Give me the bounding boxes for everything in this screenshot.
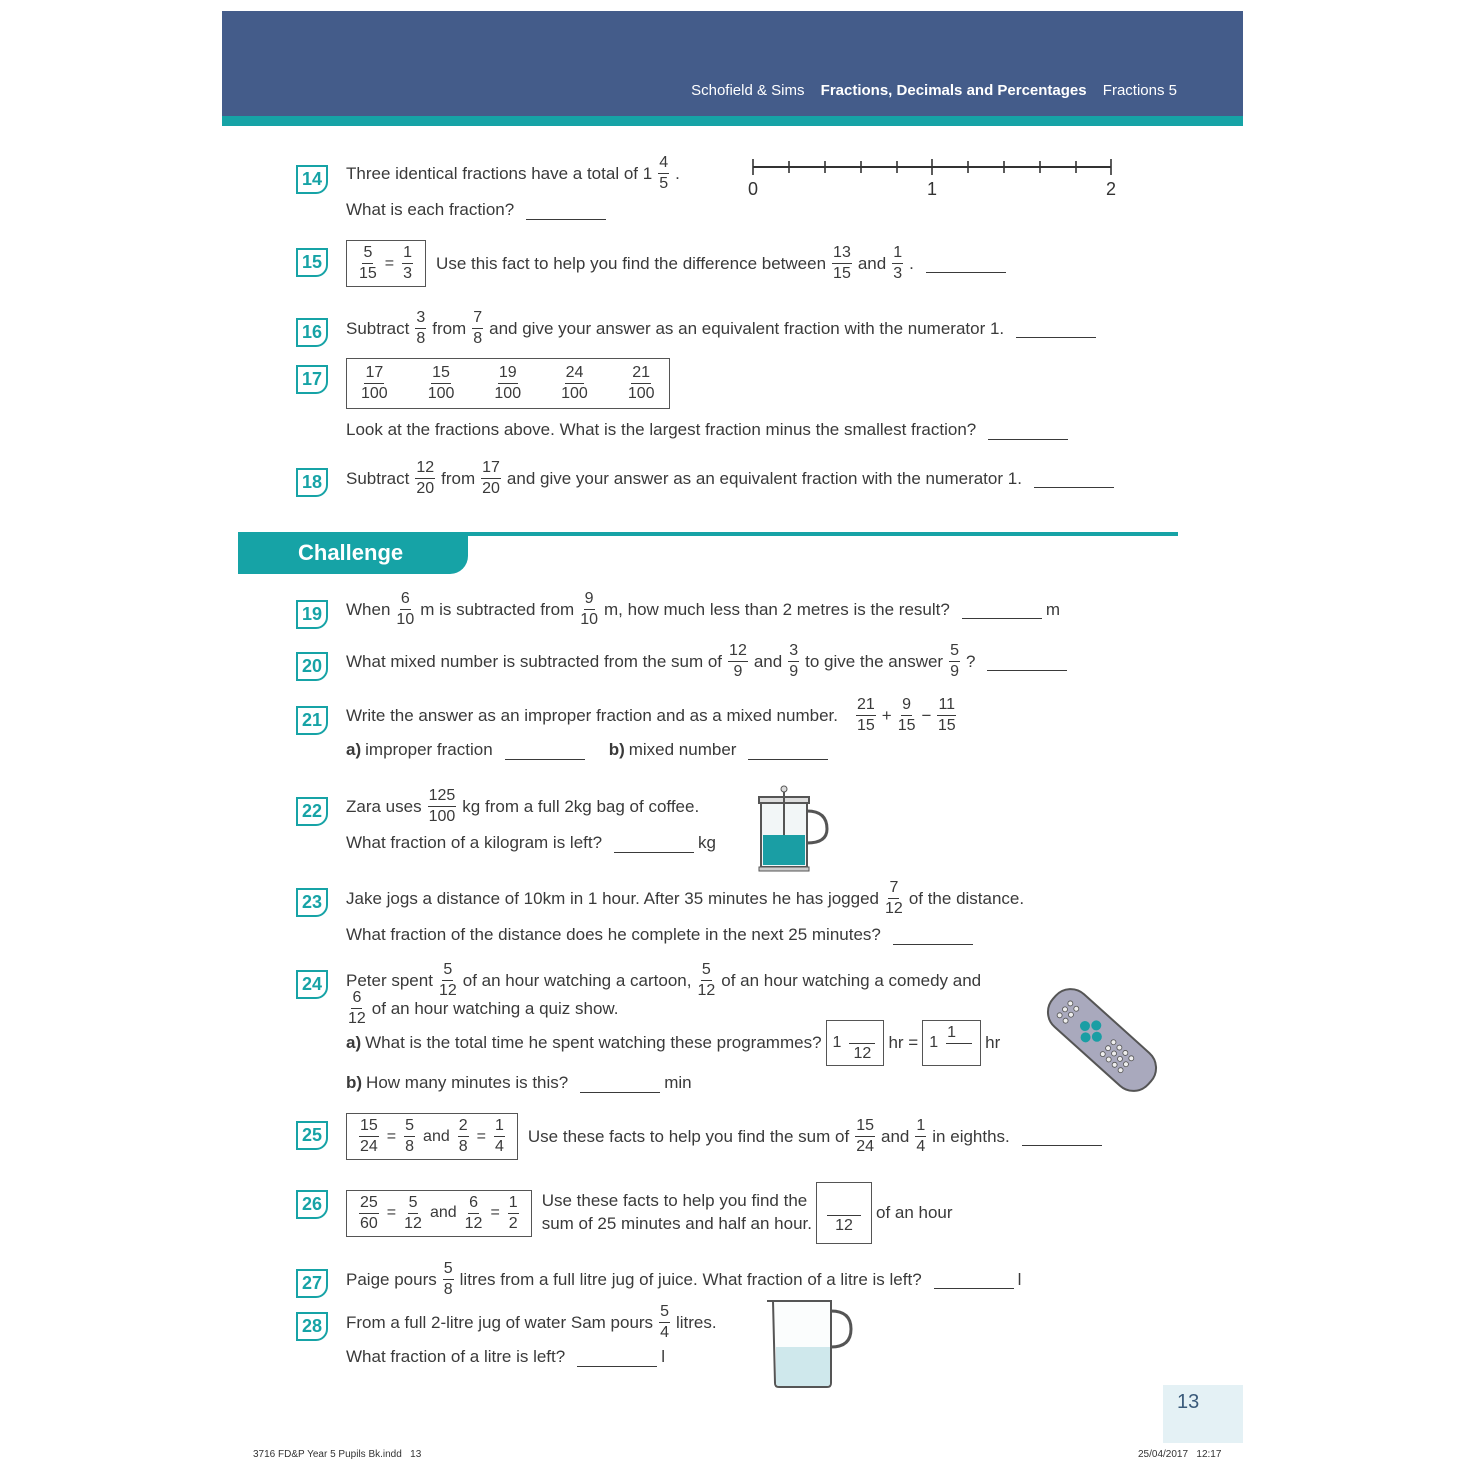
answer-blank[interactable] — [1022, 1127, 1102, 1146]
q15-line: $\frac{5}{15}$ = $\frac{1}{3}$ Use this fact to help you find the difference between $\frac{13}{15}$ and $\frac{1}{3}$ . — [346, 240, 1006, 287]
q26-fact-box: $\frac{25}{60}$ = $\frac{5}{12}$ and $\frac{6}{12}$ = $\frac{1}{2}$ — [346, 1190, 532, 1237]
q23-line2: What fraction of the distance does he complete in the next 25 minutes? — [346, 925, 973, 945]
answer-blank[interactable] — [988, 421, 1068, 440]
q14-line1: Three identical fractions have a total of 1 $\frac{4}{5}$ . — [346, 154, 680, 192]
q14-line2 — [346, 200, 606, 220]
q26-line: $\frac{25}{60}$ = $\frac{5}{12}$ and $\frac{6}{12}$ = $\frac{1}{2}$ Use these facts to help you find the sum of 25 minutes and half an hour. 12 of an hour — [346, 1182, 953, 1244]
answer-blank[interactable] — [962, 600, 1042, 619]
remote-control-icon — [1040, 980, 1165, 1100]
page-number: 13 — [1163, 1385, 1243, 1443]
q27-line: Paige pours $\frac{5}{8}$ litres from a full litre jug of juice. What fraction of a litre is left? l — [346, 1260, 1022, 1298]
q20-line: What mixed number is subtracted from the sum of $\frac{12}{9}$ and $\frac{3}{9}$ to give the answer $\frac{5}{9}$ ? — [346, 643, 1067, 680]
q17-fractions-box: $\frac{17}{100}$ $\frac{15}{100}$ $\frac{19}{100}$ $\frac{24}{100}$ $\frac{21}{100}$ — [346, 358, 670, 409]
answer-blank[interactable] — [748, 741, 828, 760]
question-number-16: 16 — [296, 318, 328, 347]
answer-blank[interactable] — [926, 254, 1006, 273]
question-number-28: 28 — [296, 1312, 328, 1341]
q23-line1: Jake jogs a distance of 10km in 1 hour. After 35 minutes he has jogged $\frac{7}{12}$ of the distance. — [346, 879, 1025, 917]
q14-question: What is each fraction? — [346, 200, 515, 219]
q24-line1: Peter spent $\frac{5}{12}$ of an hour watching a cartoon, $\frac{5}{12}$ of an hour watching a comedy and — [346, 961, 982, 999]
measuring-jug-icon — [765, 1297, 855, 1389]
q14-text: Three identical fractions have a total of 1 — [346, 163, 653, 183]
challenge-heading: Challenge — [238, 532, 468, 574]
answer-blank[interactable] — [526, 201, 606, 220]
answer-blank[interactable] — [1034, 469, 1114, 488]
question-number-19: 19 — [296, 600, 328, 629]
q28-line1: From a full 2-litre jug of water Sam pours $\frac{5}{4}$ litres. — [346, 1303, 717, 1341]
q22-line2: What fraction of a kilogram is left? kg — [346, 833, 717, 852]
q24-part-b: b) How many minutes is this? min — [346, 1073, 692, 1092]
q15-fact-box: $\frac{5}{15}$ = $\frac{1}{3}$ — [346, 240, 426, 287]
answer-blank[interactable] — [580, 1074, 660, 1093]
question-number-26: 26 — [296, 1190, 328, 1219]
book-title: Fractions 5 — [1102, 82, 1177, 99]
q19-line: When $\frac{6}{10}$ m is subtracted from $\frac{9}{10}$ m, how much less than 2 metres is the result? m — [346, 590, 1060, 628]
q17-question: Look at the fractions above. What is the largest fraction minus the smallest fraction? — [346, 420, 1068, 440]
q18-line: Subtract $\frac{12}{20}$ from $\frac{17}{20}$ and give your answer as an equivalent fraction with the numerator 1. — [346, 460, 1114, 497]
header-stripe — [222, 116, 1243, 126]
answer-box[interactable]: 12 — [816, 1182, 872, 1244]
q24-part-a: a) What is the total time he spent watching these programmes? 1 12 hr = 1 1 hr — [346, 1020, 1000, 1066]
q28-line2: What fraction of a litre is left? l — [346, 1347, 665, 1366]
q21-line: Write the answer as an improper fraction and as a mixed number. $\frac{21}{15}$ + $\frac{9}{15}$ − $\frac{11}{15}$ — [346, 696, 956, 734]
header-text — [679, 82, 1177, 99]
q15-text: Use this fact to help you find the difference between — [436, 253, 827, 273]
series-title: Fractions, Decimals and Percentages — [820, 82, 1087, 99]
tick-label-0: 0 — [747, 179, 759, 199]
question-number-21: 21 — [296, 706, 328, 735]
cafetiere-icon — [755, 785, 835, 875]
q21-answers: a) improper fraction b) mixed number — [346, 740, 828, 760]
answer-box-2[interactable]: 1 1 — [922, 1020, 981, 1066]
tick-label-2: 2 — [1105, 179, 1117, 199]
q14-fraction: $\frac{4}{5}$ — [659, 154, 669, 192]
footer-file-info: 3716 FD&P Year 5 Pupils Bk.indd 13 — [253, 1449, 422, 1460]
q25-line: $\frac{15}{24}$ = $\frac{5}{8}$ and $\frac{2}{8}$ = $\frac{1}{4}$ Use these facts to help you find the sum of $\frac{15}{24}$ and $\frac{1}{4}$ in eighths. — [346, 1113, 1102, 1160]
question-number-23: 23 — [296, 888, 328, 917]
answer-blank[interactable] — [987, 652, 1067, 671]
answer-blank[interactable] — [893, 926, 973, 945]
question-number-24: 24 — [296, 970, 328, 999]
q22-line1: Zara uses $\frac{125}{100}$ kg from a full 2kg bag of coffee. — [346, 787, 700, 825]
footer-date: 25/04/2017 12:17 — [1138, 1449, 1222, 1460]
q16-line: Subtract $\frac{3}{8}$ from $\frac{7}{8}$ and give your answer as an equivalent fraction with the numerator 1. — [346, 310, 1096, 347]
answer-blank[interactable] — [505, 741, 585, 760]
q25-fact-box: $\frac{15}{24}$ = $\frac{5}{8}$ and $\frac{2}{8}$ = $\frac{1}{4}$ — [346, 1113, 518, 1160]
question-number-27: 27 — [296, 1269, 328, 1298]
q24-line2: $\frac{6}{12}$ of an hour watching a quiz show. — [348, 989, 619, 1027]
publisher: Schofield & Sims — [691, 82, 805, 99]
question-number-15: 15 — [296, 248, 328, 277]
question-number-22: 22 — [296, 797, 328, 826]
answer-blank[interactable] — [614, 834, 694, 853]
answer-blank[interactable] — [577, 1348, 657, 1367]
question-number-25: 25 — [296, 1121, 328, 1150]
answer-blank[interactable] — [934, 1270, 1014, 1289]
page-header — [222, 11, 1243, 116]
question-number-14: 14 — [296, 165, 328, 194]
number-line — [740, 155, 1130, 200]
answer-blank[interactable] — [1016, 319, 1096, 338]
question-number-18: 18 — [296, 468, 328, 497]
answer-box-1[interactable]: 1 12 — [826, 1020, 885, 1066]
question-number-20: 20 — [296, 652, 328, 681]
tick-label-1: 1 — [926, 179, 938, 199]
question-number-17: 17 — [296, 365, 328, 394]
